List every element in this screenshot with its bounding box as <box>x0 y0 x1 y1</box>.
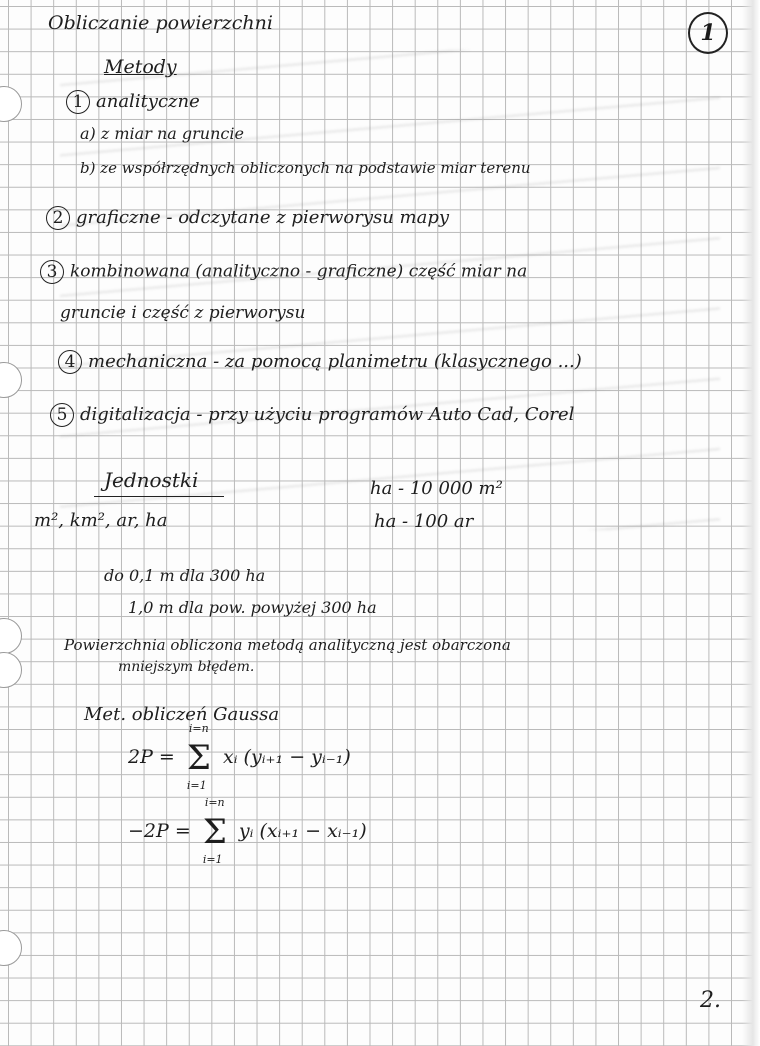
gauss-formula-2 <box>128 796 367 866</box>
method-item-2 <box>46 206 449 230</box>
binder-hole-5 <box>0 930 22 966</box>
formula-2-body: yᵢ (xᵢ₊₁ − xᵢ₋₁) <box>238 820 367 842</box>
reverse-side-bleed-through <box>60 50 720 530</box>
formula-2-lhs: −2P = <box>128 820 191 842</box>
method-number-2: 2 <box>46 206 70 230</box>
binder-hole-2 <box>0 362 22 398</box>
note-line-2: mniejszym błędem. <box>118 659 255 675</box>
formula-1-lower-limit: i=1 <box>186 779 207 792</box>
method-sub-a: a) z miar na gruncie <box>80 124 244 143</box>
gauss-formula-1 <box>128 722 351 792</box>
formula-1-body: xᵢ (yᵢ₊₁ − yᵢ₋₁) <box>222 746 351 768</box>
method-number-1: 1 <box>66 90 90 114</box>
sum-symbol-2: Σ i=n i=1 <box>202 796 227 866</box>
method-text-1: analityczne <box>96 91 200 112</box>
units-conversion-1: ha - 10 000 m² <box>370 478 503 499</box>
formula-2-upper-limit: i=n <box>204 796 225 809</box>
method-number-5: 5 <box>50 403 74 427</box>
formula-1-upper-limit: i=n <box>188 722 209 735</box>
footer-page-number: 2. <box>700 988 721 1013</box>
page-edge-shadow <box>742 0 760 1046</box>
binder-hole-1 <box>0 86 22 122</box>
method-item-3 <box>40 260 527 284</box>
method-text-3: kombinowana (analityczno - graficzne) część miar na <box>70 261 528 282</box>
accuracy-line-1: do 0,1 m dla 300 ha <box>104 566 266 585</box>
methods-heading: Metody <box>104 56 177 78</box>
page-circle-number: 1 <box>688 12 728 54</box>
method-number-4: 4 <box>58 350 82 374</box>
method-item-4 <box>58 350 582 374</box>
page-title: Obliczanie powierzchni <box>48 12 273 34</box>
binder-hole-4 <box>0 652 22 688</box>
method-text-4: mechaniczna - za pomocą planimetru (klasycznego ...) <box>88 351 582 372</box>
formula-2-lower-limit: i=1 <box>202 853 223 866</box>
method-item-1 <box>66 90 200 114</box>
units-heading: Jednostki <box>104 468 199 492</box>
units-conversion-2: ha - 100 ar <box>374 511 474 532</box>
gauss-heading: Met. obliczeń Gaussa <box>84 704 280 725</box>
sum-symbol-1: Σ i=n i=1 <box>186 722 211 792</box>
method-text-2: graficzne - odczytane z pierworysu mapy <box>76 207 450 228</box>
units-list: m², km², ar, ha <box>34 510 168 531</box>
method-item-5 <box>50 403 574 427</box>
method-text-5: digitalizacja - przy użyciu programów Auto Cad, Corel <box>80 404 575 425</box>
accuracy-line-2: 1,0 m dla pow. powyżej 300 ha <box>128 598 377 617</box>
note-line-1: Powierzchnia obliczona metodą analityczną jest obarczona <box>64 636 511 654</box>
formula-1-lhs: 2P = <box>128 746 175 768</box>
method-item-3-continued: gruncie i część z pierworysu <box>60 303 306 323</box>
method-sub-b: b) ze współrzędnych obliczonych na podstawie miar terenu <box>80 159 531 177</box>
method-number-3: 3 <box>40 260 64 284</box>
binder-hole-3 <box>0 618 22 654</box>
